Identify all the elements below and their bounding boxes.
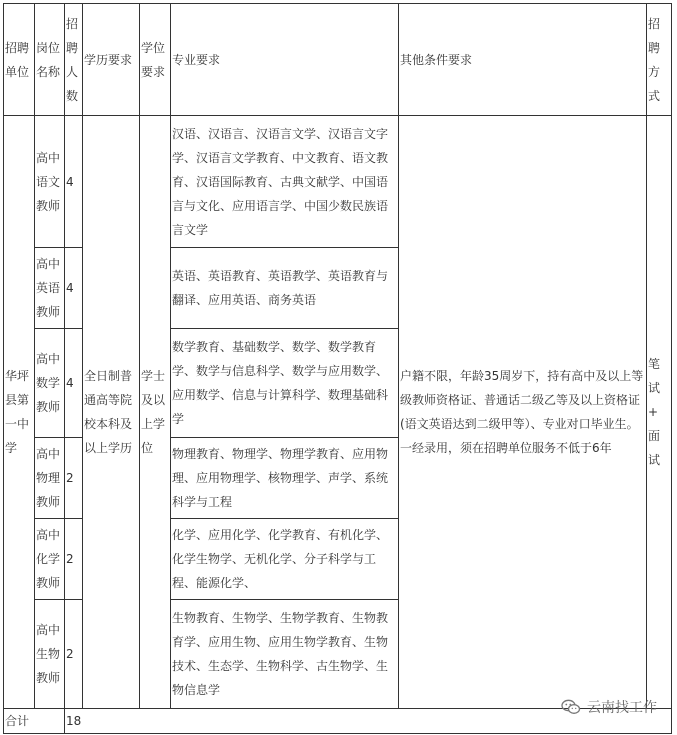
major-cell: 数学教育、基础数学、数学、数学教育学、数学与信息科学、数学与应用数学、应用数学、信息与计算科学、数理基础科学 (171, 329, 399, 438)
header-count: 招聘人数 (65, 4, 83, 116)
header-unit: 招聘单位 (4, 4, 35, 116)
wechat-icon (561, 699, 581, 715)
count-cell: 2 (65, 438, 83, 519)
count-cell: 4 (65, 116, 83, 248)
recruitment-table (3, 3, 672, 734)
position-cell: 高中生物教师 (35, 600, 65, 709)
degree-cell: 学士及以上学位 (140, 116, 171, 709)
major-cell: 汉语、汉语言、汉语言文学、汉语言文字学、汉语言文学教育、中文教育、语文教育、汉语国际教育、古典文献学、中国语言与文化、应用语言学、中国少数民族语言文学 (171, 116, 399, 248)
position-cell: 高中英语教师 (35, 248, 65, 329)
header-row (4, 4, 672, 116)
header-method: 招聘方式 (647, 4, 672, 116)
position-cell: 高中数学教师 (35, 329, 65, 438)
total-label: 合计 (4, 709, 65, 734)
position-cell: 高中化学教师 (35, 519, 65, 600)
position-cell: 高中语文教师 (35, 116, 65, 248)
major-cell: 英语、英语教育、英语教学、英语教育与翻译、应用英语、商务英语 (171, 248, 399, 329)
count-cell: 2 (65, 600, 83, 709)
header-position: 岗位名称 (35, 4, 65, 116)
total-value: 18 (65, 709, 672, 734)
major-cell: 物理教育、物理学、物理学教育、应用物理、应用物理学、核物理学、声学、系统科学与工程 (171, 438, 399, 519)
header-major: 专业要求 (171, 4, 399, 116)
method-cell: 笔试+面试 (647, 116, 672, 709)
unit-cell: 华坪县第一中学 (4, 116, 35, 709)
major-cell: 生物教育、生物学、生物学教育、生物教育学、应用生物、应用生物学教育、生物技术、生态学、生物科学、古生物学、生物信息学 (171, 600, 399, 709)
watermark (561, 697, 657, 717)
watermark-text: 云南找工作 (587, 700, 657, 716)
header-education: 学历要求 (83, 4, 140, 116)
major-cell: 化学、应用化学、化学教育、有机化学、化学生物学、无机化学、分子科学与工程、能源化学、 (171, 519, 399, 600)
count-cell: 4 (65, 329, 83, 438)
header-other: 其他条件要求 (399, 4, 647, 116)
table-row (4, 116, 672, 248)
other-requirements-cell: 户籍不限，年龄35周岁下，持有高中及以上等级教师资格证、普通话二级乙等及以上资格证(语文英语达到二级甲等）、专业对口毕业生。一经录用，须在招聘单位服务不低于6年 (399, 116, 647, 709)
count-cell: 2 (65, 519, 83, 600)
count-cell: 4 (65, 248, 83, 329)
education-cell: 全日制普通高等院校本科及以上学历 (83, 116, 140, 709)
header-degree: 学位要求 (140, 4, 171, 116)
position-cell: 高中物理教师 (35, 438, 65, 519)
